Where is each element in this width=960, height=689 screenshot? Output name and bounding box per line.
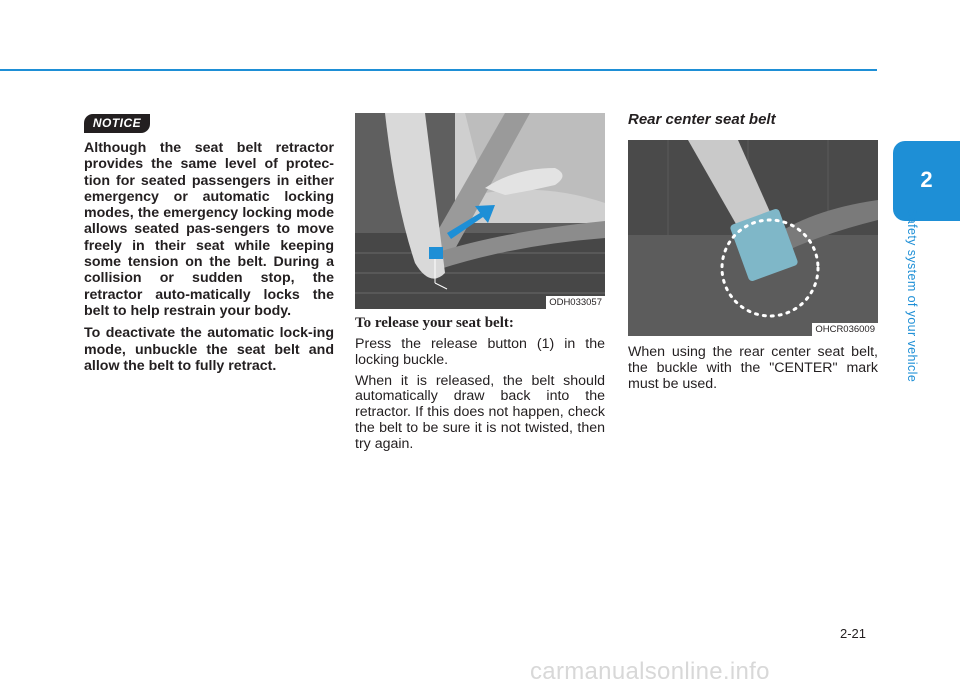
figure-code: ODH033057 <box>546 296 605 309</box>
page-number: 2-21 <box>840 626 867 641</box>
figure-code: OHCR036009 <box>812 323 878 336</box>
notice-paragraph: To deactivate the automatic lock-ing mode, unbuckle the seat belt and allow the belt to fully retract. <box>84 325 334 374</box>
section-heading: Rear center seat belt <box>628 111 776 128</box>
section-heading: To release your seat belt: <box>355 315 514 331</box>
notice-paragraph: Although the seat belt retractor provides the same level of protec-tion for seated passengers in either emergency or automatic locking modes, the emergency locking mode allows seated pas-sengers to move freely in their seat while keeping some tension on the belt. During a collision or sudden stop, the retractor auto-matically locks the belt to help restrain your body. <box>84 140 334 319</box>
chapter-title: Safety system of your vehicle <box>905 208 919 383</box>
center-buckle-illustration <box>628 140 878 336</box>
release-buckle-illustration <box>355 113 605 309</box>
chapter-number: 2 <box>920 167 933 192</box>
header-rule <box>0 69 877 71</box>
center-buckle-figure <box>628 140 878 336</box>
notice-text <box>84 140 334 380</box>
watermark: carmanualsonline.info <box>530 658 770 685</box>
notice-badge: NOTICE <box>84 114 150 133</box>
release-buckle-figure <box>355 113 605 309</box>
body-paragraph: When it is released, the belt should automatically draw back into the retractor. If this does not happen, check the belt to be sure it is not twisted, then try again. <box>355 372 605 452</box>
body-paragraph: When using the rear center seat belt, the buckle with the "CENTER" mark must be used. <box>628 344 878 392</box>
rear-center-text <box>628 345 878 397</box>
release-text <box>355 337 605 458</box>
body-paragraph: Press the release button (1) in the locking buckle. <box>355 336 605 368</box>
